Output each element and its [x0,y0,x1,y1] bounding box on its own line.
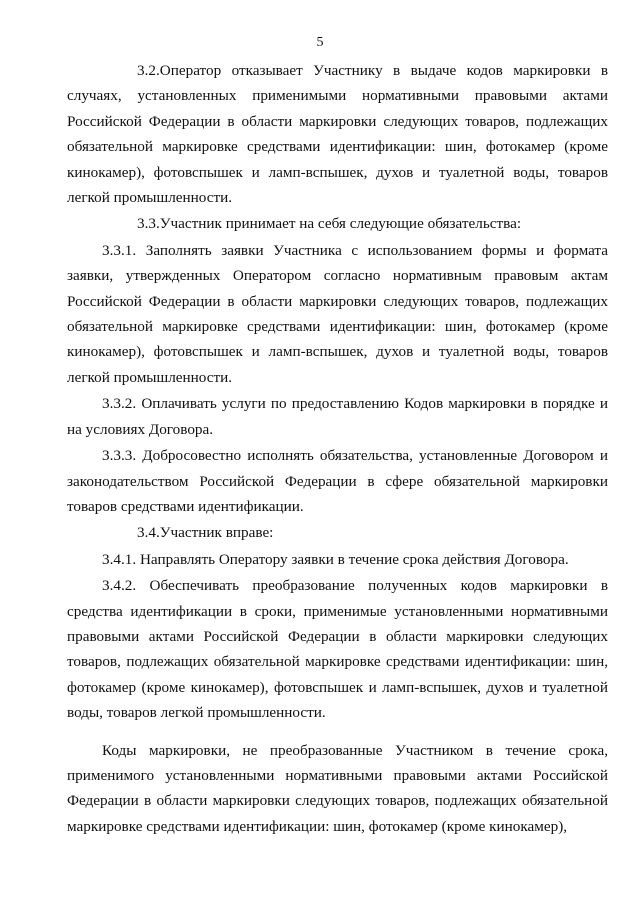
paragraph-text: Оператор отказывает Участнику в выдаче кодов маркировки в случаях, установленных применимыми нормативными правовыми актами Российской Федерации в области маркировки следующих товаров, подлежащих обязательной маркировке средствами идентификации: шин, фотокамер (кроме кинокамер), фотовспышек и ламп-вспышек, духов и туалетной воды, товаров легкой промышленности. [67,62,608,207]
paragraph-3-4 [67,520,608,545]
page-number: 5 [316,35,324,50]
paragraph-3-4-2: 3.4.2. Обеспечивать преобразование полученных кодов маркировки в средства идентификации в сроки, применимые установленными нормативными правовыми актами Российской Федерации в области маркировки следующих товаров, подлежащих обязательной маркировке средствами идентификации: шин, фотокамер (кроме кинокамер), фотовспышек и ламп-вспышек, духов и туалетной воды, товаров легкой промышленности. [67,577,608,722]
clause-number: 3.4. [137,524,160,542]
paragraph-codes: Коды маркировки, не преобразованные Участником в течение срока, применимого установленными нормативными правовыми актами Российской Федерации в области маркировки следующих товаров, подлежащих обязательной маркировке средствами идентификации: шин, фотокамер (кроме кинокамер), [67,741,608,835]
clause-number: 3.3. [137,215,160,233]
paragraph-3-3-1: 3.3.1. Заполнять заявки Участника с использованием формы и формата заявки, утвержденных Оператором согласно нормативным правовым актам Российской Федерации в области маркировки следующих товаров, подлежащих обязательной маркировке средствами идентификации: шин, фотокамер (кроме кинокамер), фотовспышек и ламп-вспышек, духов и туалетной воды, товаров легкой промышленности. [67,241,608,386]
document-body [67,58,608,839]
clause-number: 3.2. [137,62,160,79]
paragraph-3-4-1: 3.4.1. Направлять Оператору заявки в течение срока действия Договора. [102,550,569,568]
paragraph-3-3-2: 3.3.2. Оплачивать услуги по предоставлению Кодов маркировки в порядке и на условиях Договора. [67,395,608,438]
paragraph-3-3 [67,211,608,236]
paragraph-3-2 [67,58,608,210]
paragraph-text: Участник вправе: [159,524,274,542]
paragraph-text: Участник принимает на себя следующие обязательства: [159,215,522,233]
paragraph-3-3-3: 3.3.3. Добросовестно исполнять обязательства, установленные Договором и законодательством Российской Федерации в сфере обязательной маркировки товаров средствами идентификации. [67,447,608,515]
